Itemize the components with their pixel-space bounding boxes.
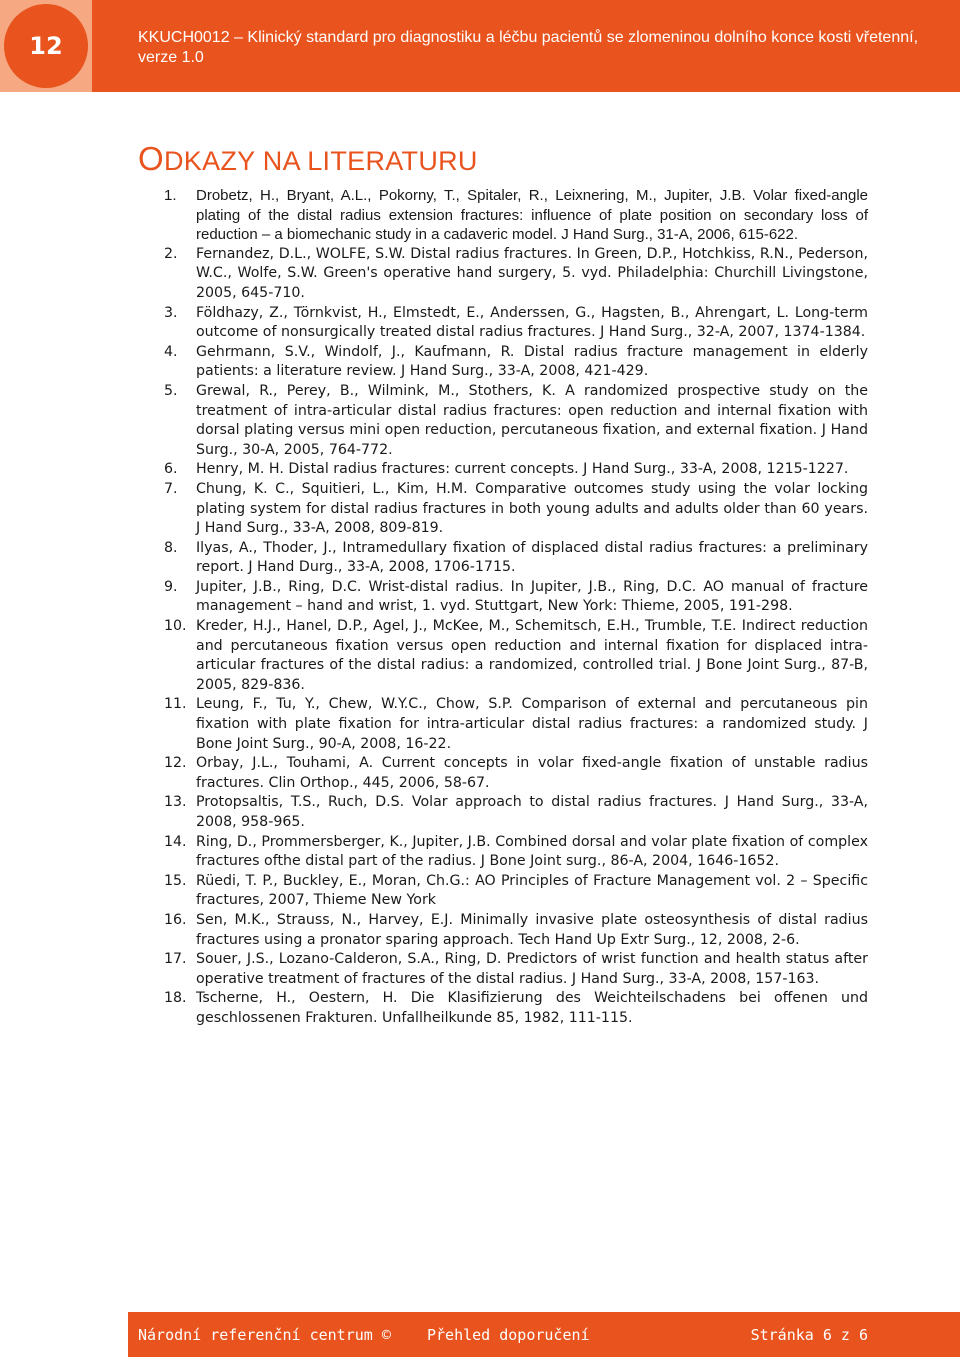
- reference-text: Drobetz, H., Bryant, A.L., Pokorny, T., Spitaler, R., Leixnering, M., Jupiter, J.B. Volar fixed-angle plating of the distal radius extension fractures: influence of plate position on secondary loss of reduction – a biomechanic study in a cadaveric model. J Hand Surg., 31-A, 2006, 615-622.: [196, 187, 868, 244]
- reference-text: Souer, J.S., Lozano-Calderon, S.A., Ring, D. Predictors of wrist function and health status after operative treatment of fractures of the distal radius. J Hand Surg., 33-A, 2008, 157-163.: [196, 951, 868, 987]
- footer-org: Národní referenční centrum ©: [138, 1326, 391, 1344]
- reference-number: 3.: [164, 304, 178, 321]
- reference-text: Fernandez, D.L., WOLFE, S.W. Distal radius fractures. In Green, D.P., Hotchkiss, R.N., Pederson, W.C., Wolfe, S.W. Green's operative hand surgery, 5. vyd. Philadelphia: Churchill Livingstone, 2005, 645-710.: [196, 245, 868, 301]
- reference-item: [164, 754, 868, 793]
- reference-text: Kreder, H.J., Hanel, D.P., Agel, J., McKee, M., Schemitsch, E.H., Trumble, T.E. Indirect reduction and percutaneous fixation versus open reduction and internal fixation for displaced intra-articular fractures of the distal radius: a randomized, controlled trial. J Bone Joint Surg., 87-B, 2005, 829-836.: [196, 618, 868, 693]
- reference-text: Rüedi, T. P., Buckley, E., Moran, Ch.G.: AO Principles of Fracture Management vol. 2 – Specific fractures, 2007, Thieme New York: [196, 872, 868, 909]
- reference-text: Leung, F., Tu, Y., Chew, W.Y.C., Chow, S.P. Comparison of external and percutaneous pin fixation with plate fixation for intra-articular distal radius fractures: a randomized study. J Bone Joint Surg., 90-A, 2008, 16-22.: [196, 696, 868, 752]
- reference-item: [164, 578, 868, 617]
- reference-item: [164, 793, 868, 832]
- reference-item: [164, 245, 868, 304]
- footer-doc-type: Přehled doporučení: [427, 1326, 590, 1344]
- reference-text: Chung, K. C., Squitieri, L., Kim, H.M. Comparative outcomes study using the volar locking plating system for distal radius fractures in both young adults and adults older than 60 years. J Hand Surg., 33-A, 2008, 809-819.: [196, 480, 868, 537]
- reference-text: Jupiter, J.B., Ring, D.C. Wrist-distal radius. In Jupiter, J.B., Ring, D.C. AO manual of fracture management – hand and wrist, 1. vyd. Stuttgart, New York: Thieme, 2005, 191-298.: [196, 578, 868, 615]
- reference-number: 12.: [164, 755, 187, 772]
- reference-number: 10.: [164, 618, 187, 635]
- reference-text: Tscherne, H., Oestern, H. Die Klasifizierung des Weichteilschadens bei offenen und geschlossenen Frakturen. Unfallheilkunde 85, 1982, 111-115.: [196, 990, 868, 1026]
- reference-item: [164, 460, 868, 480]
- reference-number: 15.: [164, 872, 187, 889]
- reference-text: Sen, M.K., Strauss, N., Harvey, E.J. Minimally invasive plate osteosynthesis of distal radius fractures using a pronator sparing approach. Tech Hand Up Extr Surg., 12, 2008, 2-6.: [196, 911, 868, 948]
- reference-number: 17.: [164, 951, 187, 968]
- reference-number: 14.: [164, 833, 187, 850]
- reference-text: Földhazy, Z., Törnkvist, H., Elmstedt, E., Anderssen, G., Hagsten, B., Ahrengart, L. Long-term outcome of nonsurgically treated distal radius fractures. J Hand Surg., 32-A, 2007, 1374-1384.: [196, 304, 868, 341]
- section-title-initial: O: [138, 140, 164, 177]
- reference-number: 9.: [164, 578, 178, 595]
- reference-text: Protopsaltis, T.S., Ruch, D.S. Volar approach to distal radius fractures. J Hand Surg., 33-A, 2008, 958-965.: [196, 794, 868, 830]
- reference-number: 2.: [164, 245, 178, 262]
- reference-text: Grewal, R., Perey, B., Wilmink, M., Stothers, K. A randomized prospective study on the treatment of intra-articular distal radius fractures: open reduction and internal fixation with dorsal plating versus mini open reduction, percutaneous fixation, and external fixation. J Hand Surg., 30-A, 2005, 764-772.: [196, 382, 868, 458]
- reference-number: 4.: [164, 343, 178, 360]
- reference-number: 8.: [164, 539, 178, 556]
- reference-item: [164, 872, 868, 911]
- reference-number: 11.: [164, 696, 187, 713]
- section-title: [138, 140, 478, 178]
- reference-number: 6.: [164, 461, 178, 478]
- reference-text: Gehrmann, S.V., Windolf, J., Kaufmann, R. Distal radius fracture management in elderly patients: a literature review. J Hand Surg., 33-A, 2008, 421-429.: [196, 343, 868, 380]
- reference-text: Ilyas, A., Thoder, J., Intramedullary fixation of displaced distal radius fractures: a preliminary report. J Hand Durg., 33-A, 2008, 1706-1715.: [196, 539, 868, 576]
- reference-number: 1.: [164, 187, 177, 204]
- reference-item: [164, 539, 868, 578]
- reference-item: [164, 833, 868, 872]
- reference-text: Henry, M. H. Distal radius fractures: current concepts. J Hand Surg., 33-A, 2008, 1215-1227.: [196, 461, 849, 478]
- reference-text: Orbay, J.L., Touhami, A. Current concepts in volar fixed-angle fixation of unstable radius fractures. Clin Orthop., 445, 2006, 58-67.: [196, 755, 868, 791]
- footer-page-count: Stránka 6 z 6: [750, 1326, 868, 1344]
- reference-item: [164, 989, 868, 1028]
- reference-item: [164, 304, 868, 343]
- section-title-rest: DKAZY NA LITERATURU: [163, 146, 478, 176]
- page-number: 12: [4, 4, 88, 88]
- page-number-badge: [0, 0, 92, 92]
- reference-list: [164, 186, 868, 1029]
- reference-item: [164, 382, 868, 460]
- reference-item: [164, 480, 868, 539]
- reference-item: [164, 617, 868, 695]
- reference-item: [164, 695, 868, 754]
- reference-number: 18.: [164, 990, 187, 1007]
- reference-number: 5.: [164, 382, 178, 399]
- document-title: KKUCH0012 – Klinický standard pro diagnostiku a léčbu pacientů se zlomeninou dolního konce kosti vřetenní, verze 1.0: [138, 29, 919, 66]
- reference-item: [164, 950, 868, 989]
- reference-item: [164, 343, 868, 382]
- reference-item: [164, 911, 868, 950]
- reference-number: 16.: [164, 911, 187, 928]
- reference-number: 7.: [164, 480, 178, 497]
- reference-number: 13.: [164, 794, 187, 811]
- reference-text: Ring, D., Prommersberger, K., Jupiter, J.B. Combined dorsal and volar plate fixation of complex fractures ofthe distal part of the radius. J Bone Joint surg., 86-A, 2004, 1646-1652.: [196, 833, 868, 870]
- reference-item: [164, 186, 868, 245]
